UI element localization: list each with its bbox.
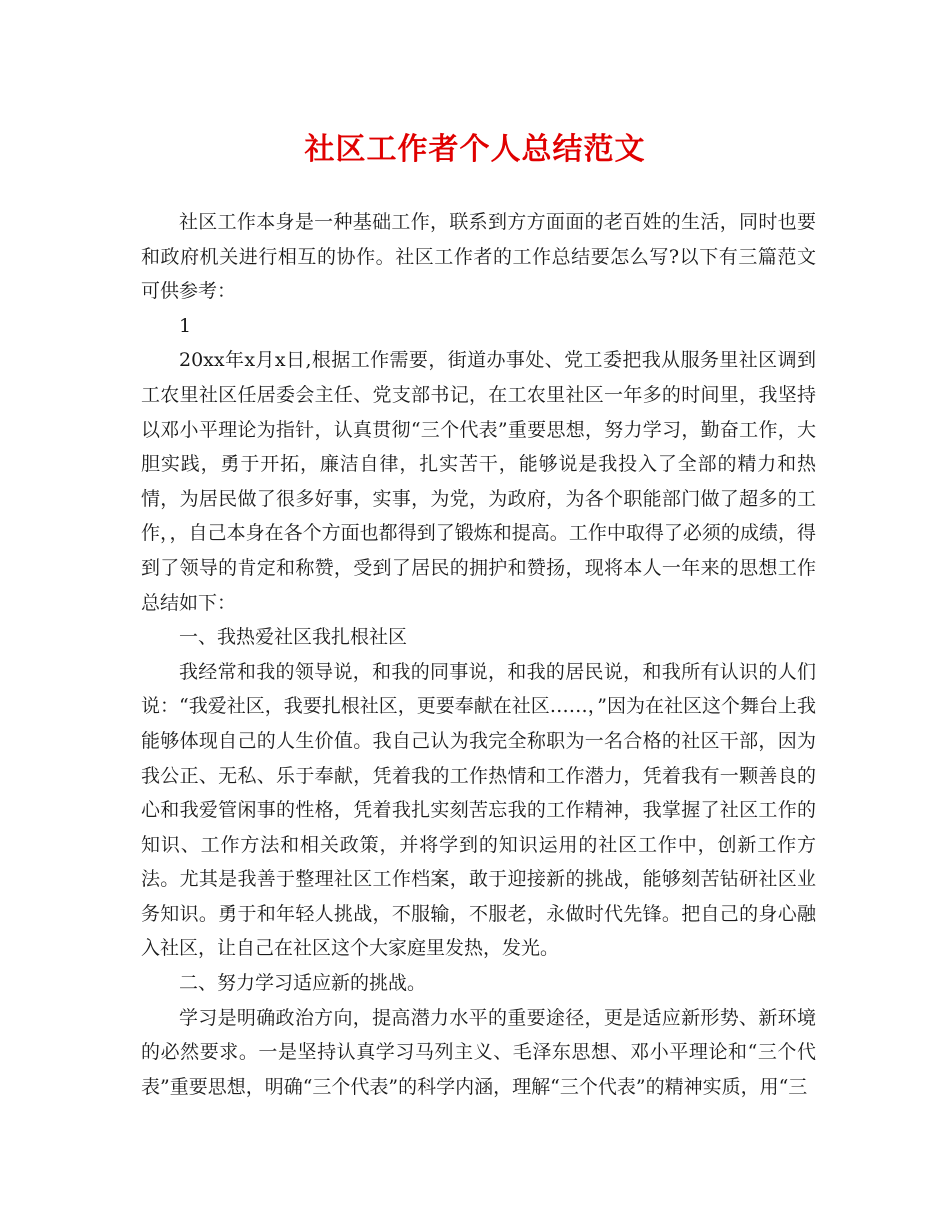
section-heading: 二、努力学习适应新的挑战。 <box>179 972 427 995</box>
body-paragraph: 我经常和我的领导说，和我的同事说，和我的居民说，和我所有认识的人们说：“我爱社区，我要扎根社区，更要奉献在社区……，”因为在社区这个舞台上我能够体现自己的人生价值。我自己认为我完全称职为一名合格的社区干部，因为我公正、无私、乐于奉献，凭着我的工作热情和工作潜力，凭着我有一颗善良的心和我爱管闲事的性格，凭着我扎实刻苦忘我的工作精神，我掌握了社区工作的知识、工作方法和相关政策，并将学到的知识运用的社区工作中，创新工作方法。尤其是我善于整理社区工作档案，敢于迎接新的挑战，能够刻苦钻研社区业务知识。勇于和年轻人挑战，不服输，不服老，永做时代先锋。把自己的身心融入社区，让自己在社区这个大家庭里发热，发光。 <box>141 660 816 960</box>
section-heading: 一、我热爱社区我扎根社区 <box>179 626 408 649</box>
section-number: 1 <box>179 314 192 337</box>
document-title: 社区工作者个人总结范文 <box>304 132 646 167</box>
document-body <box>141 205 816 1104</box>
intro-paragraph: 社区工作本身是一种基础工作，联系到方方面面的老百姓的生活，同时也要和政府机关进行相互的协作。社区工作者的工作总结要怎么写?以下有三篇范文可供参考： <box>141 211 816 303</box>
body-paragraph: 学习是明确政治方向，提高潜力水平的重要途径，更是适应新形势、新环境的必然要求。一是坚持认真学习马列主义、毛泽东思想、邓小平理论和“三个代表”重要思想，明确“三个代表”的科学内涵，理解“三个代表”的精神实质，用“三 <box>141 1006 816 1098</box>
body-paragraph: 20xx年x月x日,根据工作需要，街道办事处、党工委把我从服务里社区调到工农里社区任居委会主任、党支部书记，在工农里社区一年多的时间里，我坚持以邓小平理论为指针，认真贯彻“三个代表”重要思想，努力学习，勤奋工作，大胆实践，勇于开拓，廉洁自律，扎实苦干，能够说是我投入了全部的精力和热情，为居民做了很多好事，实事，为党，为政府，为各个职能部门做了超多的工作，，自己本身在各个方面也都得到了锻炼和提高。工作中取得了必须的成绩，得到了领导的肯定和称赞，受到了居民的拥护和赞扬，现将本人一年来的思想工作总结如下： <box>141 349 816 614</box>
